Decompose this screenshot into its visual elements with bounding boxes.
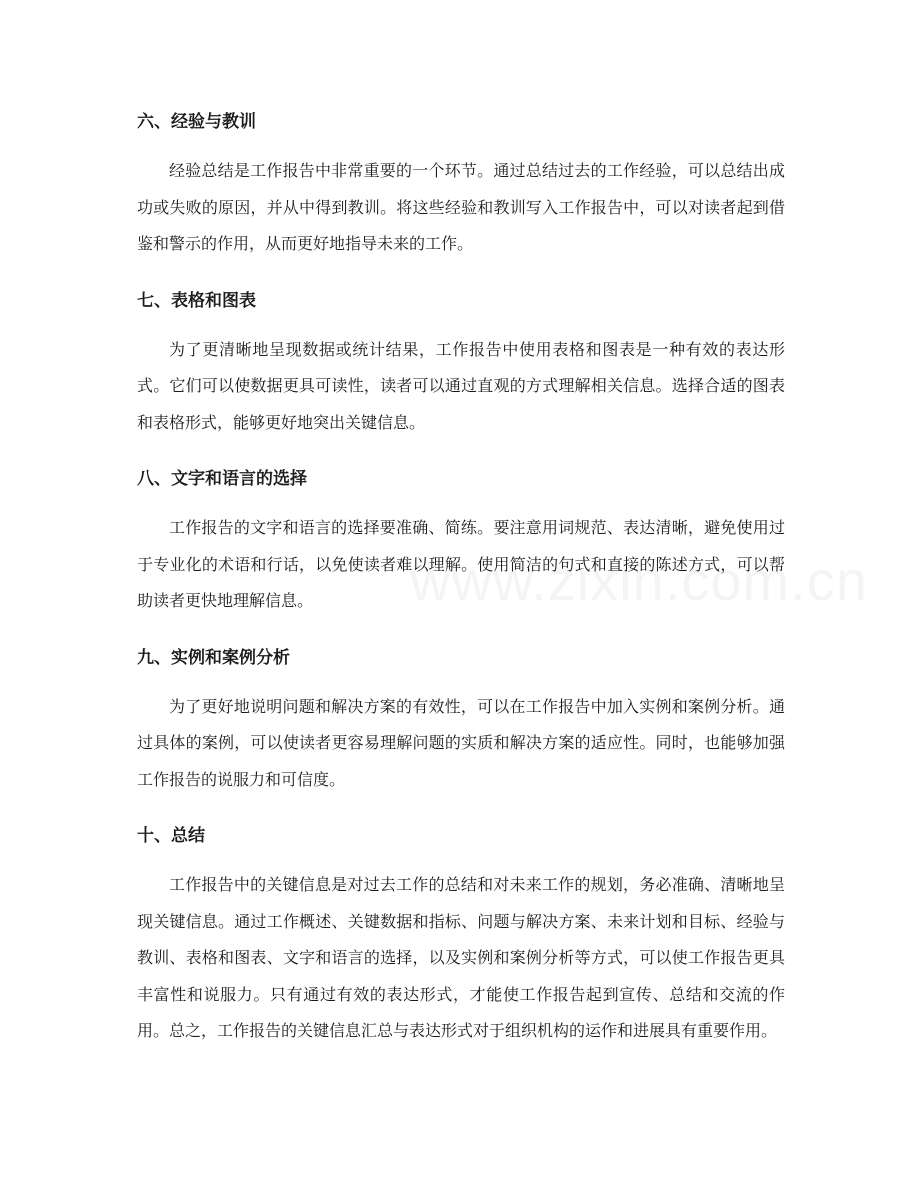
section-body: 为了更好地说明问题和解决方案的有效性，可以在工作报告中加入实例和案例分析。通过具体的案例，可以使读者更容易理解问题的实质和解决方案的适应性。同时，也能够加强工作报告的说服力和可信度。 — [137, 696, 785, 789]
section-case-analysis — [137, 640, 785, 799]
section-title: 九、实例和案例分析 — [137, 647, 290, 668]
section-title: 七、表格和图表 — [137, 290, 256, 311]
section-body: 工作报告中的关键信息是对过去工作的总结和对未来工作的规划，务必准确、清晰地呈现关键信息。通过工作概述、关键数据和指标、问题与解决方案、未来计划和目标、经验与教训、表格和图表、文字和语言的选择，以及实例和案例分析等方式，可以使工作报告更具丰富性和说服力。只有通过有效的表达形式，才能使工作报告起到宣传、总结和交流的作用。总之，工作报告的关键信息汇总与表达形式对于组织机构的运作和进展具有重要作用。 — [137, 875, 785, 1040]
section-body: 为了更清晰地呈现数据或统计结果，工作报告中使用表格和图表是一种有效的表达形式。它们可以使数据更具可读性，读者可以通过直观的方式理解相关信息。选择合适的图表和表格形式，能够更好地突出关键信息。 — [137, 339, 785, 432]
section-title: 六、经验与教训 — [137, 112, 256, 132]
section-language — [137, 461, 785, 620]
section-body: 工作报告的文字和语言的选择要准确、简练。要注意用词规范、表达清晰，避免使用过于专业化的术语和行话，以免使读者难以理解。使用简洁的句式和直接的陈述方式，可以帮助读者更快地理解信息。 — [137, 518, 785, 610]
section-tables-charts — [137, 283, 785, 442]
section-title: 八、文字和语言的选择 — [137, 469, 307, 489]
section-experience — [137, 104, 785, 263]
document-page — [137, 104, 785, 1070]
section-body: 经验总结是工作报告中非常重要的一个环节。通过总结过去的工作经验，可以总结出成功或失败的原因，并从中得到教训。将这些经验和教训写入工作报告中，可以对读者起到借鉴和警示的作用，从而更好地指导未来的工作。 — [137, 161, 785, 253]
section-summary — [137, 818, 785, 1050]
section-title: 十、总结 — [137, 826, 205, 846]
